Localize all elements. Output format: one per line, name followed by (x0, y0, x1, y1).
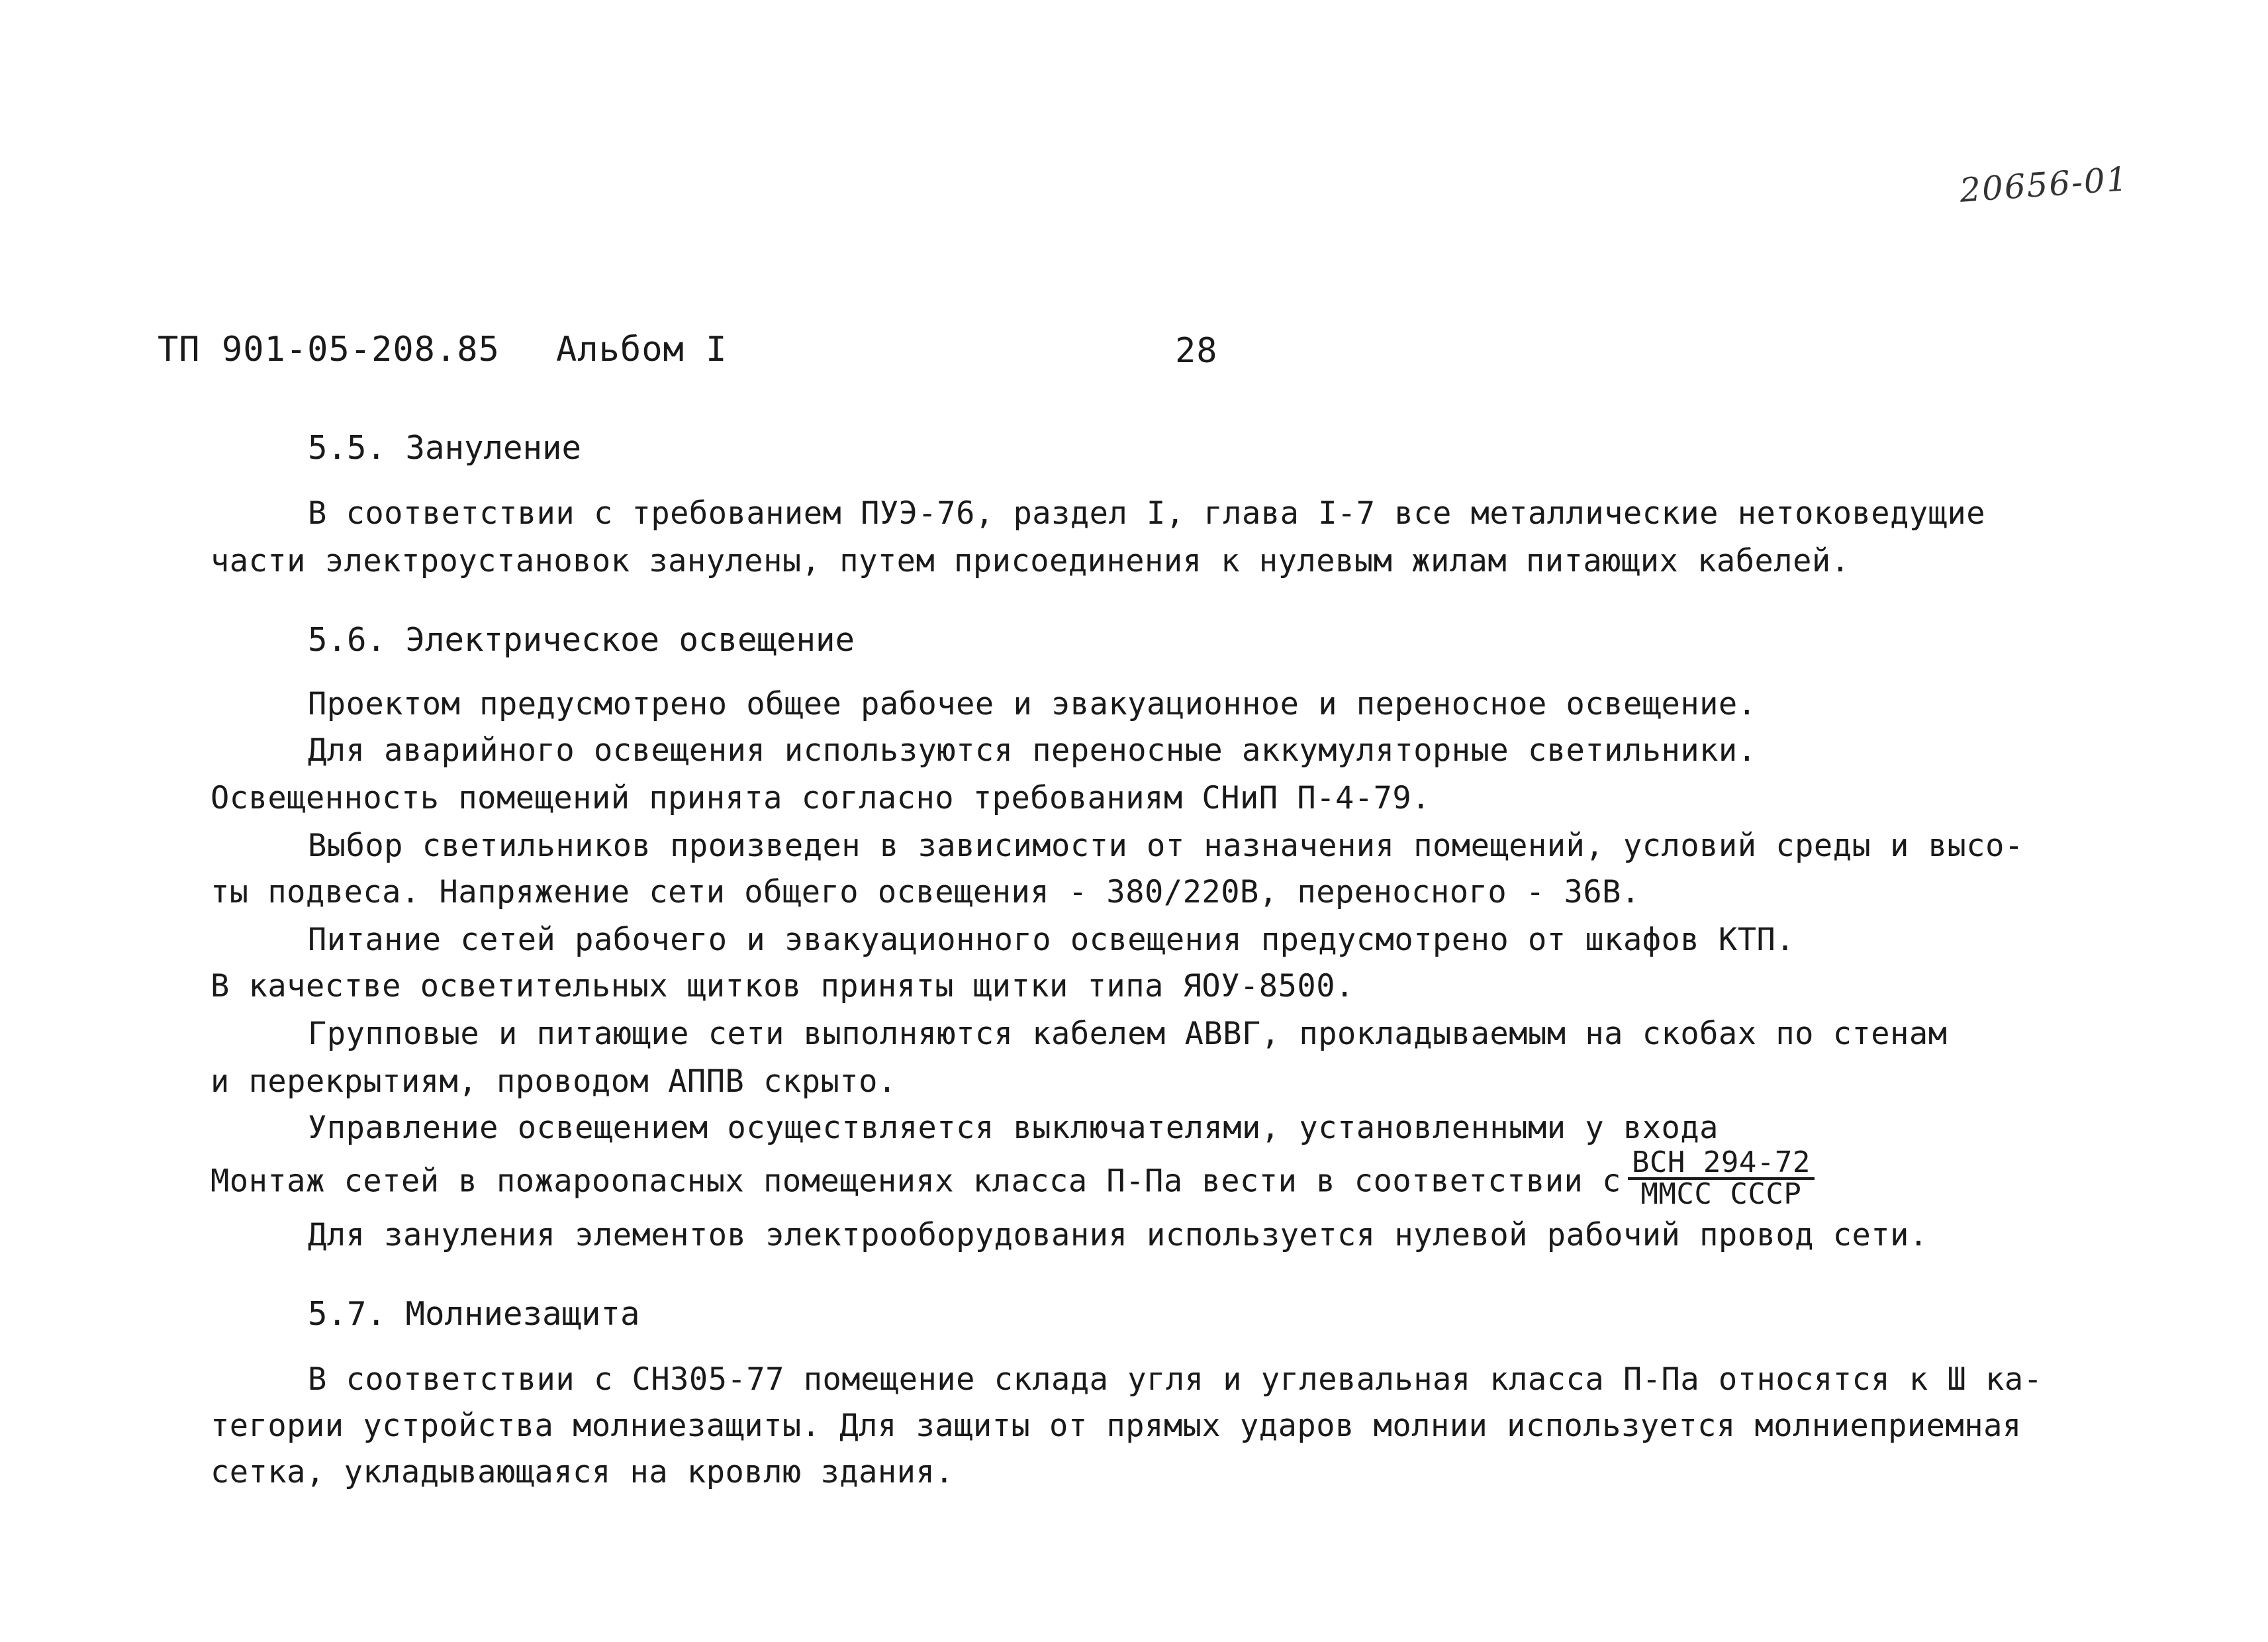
section-5-7-line-1: В соответствии с СН305-77 помещение склада угля и углевальная класса П-Па относятся к Ш ка- (308, 1361, 2043, 1398)
handwritten-archive-number: 20656-01 (1958, 160, 2130, 210)
fraction-numerator: ВСН 294-72 (1628, 1148, 1815, 1180)
section-5-7-line-3: сетка, укладывающаяся на кровлю здания. (211, 1454, 955, 1490)
section-5-6-line-3: Освещенность помещений принята согласно требованиям СНиП П-4-79. (211, 780, 1431, 816)
fraction-denominator: ММСС СССР (1640, 1177, 1802, 1211)
norm-reference-fraction (1628, 1145, 1815, 1211)
section-5-6-line-7: В качестве осветительных щитков приняты щитки типа ЯОУ-8500. (211, 968, 1354, 1004)
section-5-6-line-11-text: Монтаж сетей в пожароопасных помещениях класса П-Па вести в соответствии с (211, 1163, 1621, 1200)
section-5-6-line-1: Проектом предусмотрено общее рабочее и эвакуационное и переносное освещение. (308, 686, 1757, 722)
section-5-6-line-6: Питание сетей рабочего и эвакуационного освещения предусмотрено от шкафов КТП. (308, 922, 1795, 958)
section-5-7-line-2: тегории устройства молниезащиты. Для защиты от прямых ударов молнии используется молниеприемная (211, 1408, 2022, 1444)
section-5-5-title: 5.5. Зануление (308, 429, 582, 467)
document-code: ТП 901-05-208.85 (158, 330, 500, 369)
section-5-6-title: 5.6. Электрическое освещение (308, 621, 855, 659)
album-label: Альбом I (556, 330, 728, 369)
section-5-6-line-11 (211, 1145, 1815, 1211)
section-5-6-line-5: ты подвеса. Напряжение сети общего освещения - 380/220В, переносного - 36В. (211, 874, 1640, 910)
section-5-6-line-8: Групповые и питающие сети выполняются кабелем АВВГ, прокладываемым на скобах по стенам (308, 1016, 1948, 1052)
section-5-5-text-line-2: части электроустановок занулены, путем присоединения к нулевым жилам питающих кабелей. (211, 543, 1850, 579)
section-5-6-line-9: и перекрытиям, проводом АППВ скрыто. (211, 1063, 897, 1100)
section-5-6-line-12: Для зануления элементов электрооборудования используется нулевой рабочий провод сети. (308, 1217, 1928, 1253)
section-5-5-text-line-1: В соответствии с требованием ПУЭ-76, раздел I, глава I-7 все металлические нетоковедущие (308, 495, 1986, 532)
section-5-6-line-10: Управление освещением осуществляется выключателями, установленными у входа (308, 1110, 1719, 1146)
section-5-7-title: 5.7. Молниезащита (308, 1295, 640, 1333)
section-5-6-line-4: Выбор светильников произведен в зависимости от назначения помещений, условий среды и высо- (308, 828, 2024, 864)
section-5-6-line-2: Для аварийного освещения используются переносные аккумуляторные светильники. (308, 732, 1757, 769)
page-number: 28 (1175, 331, 1218, 371)
